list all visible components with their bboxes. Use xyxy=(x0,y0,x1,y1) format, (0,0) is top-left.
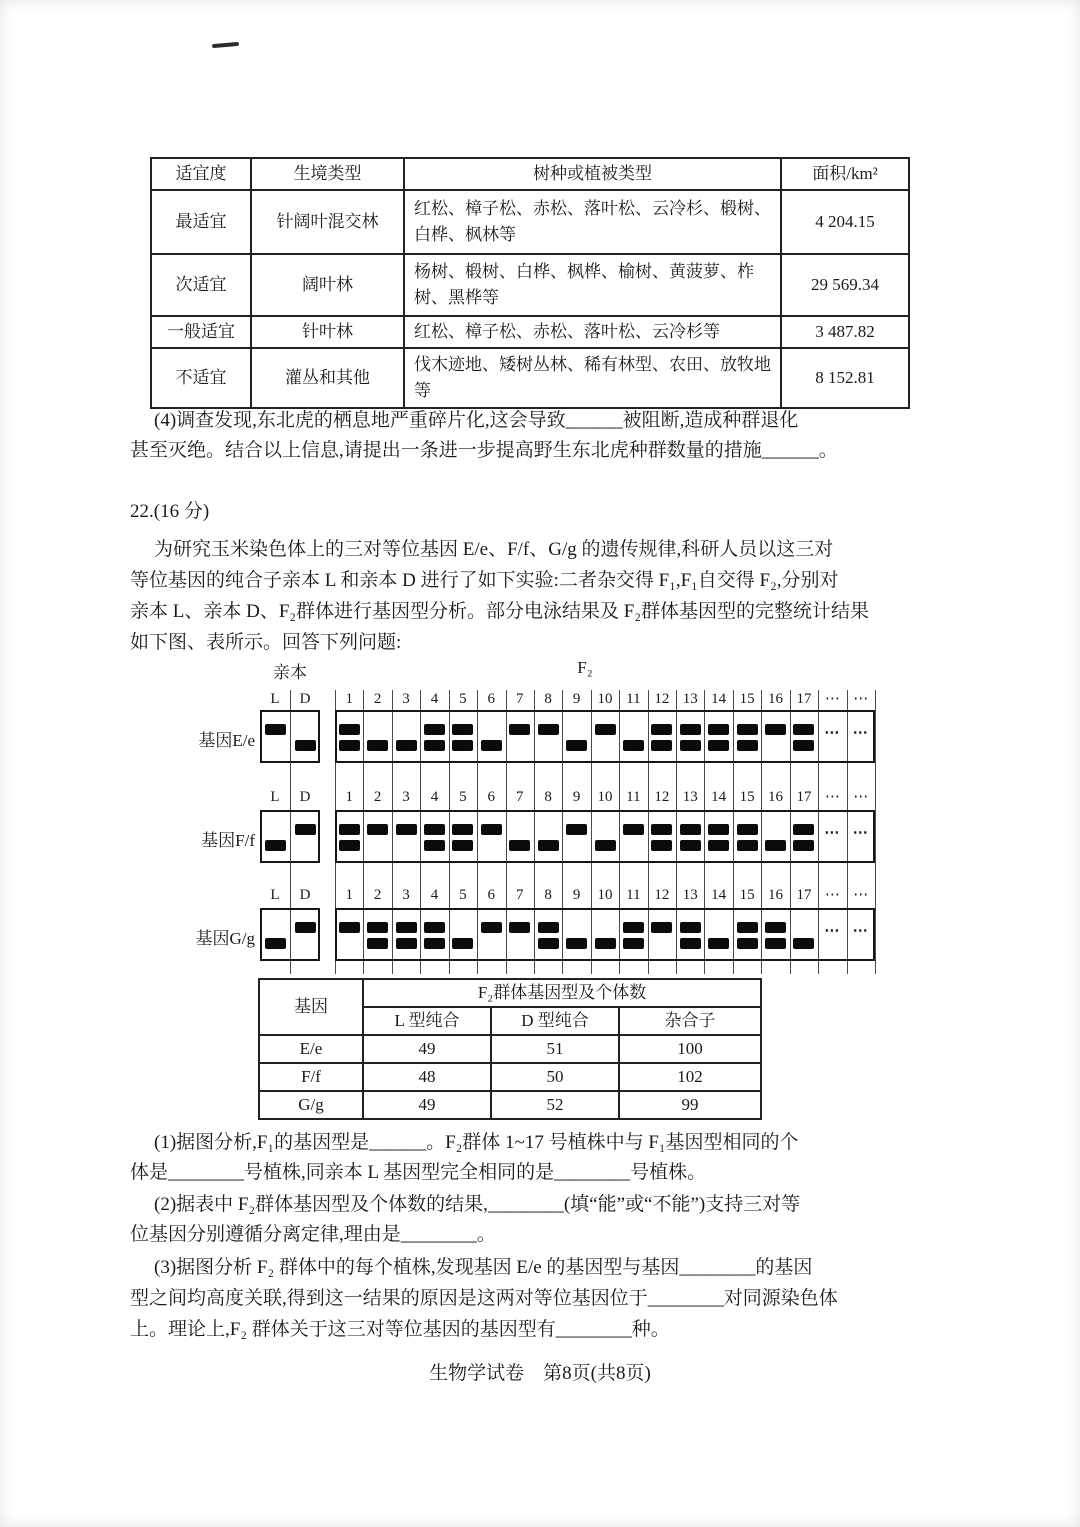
habitat-header-cell: 树种或植被类型 xyxy=(404,158,781,190)
gel-band xyxy=(765,724,786,735)
f2-lane-number: 12 xyxy=(654,887,670,903)
cell: 针阔叶混交林 xyxy=(251,190,404,254)
f2-lane-number: 8 xyxy=(544,789,552,805)
gel-band xyxy=(452,740,473,751)
f2-lane-number: ⋯ xyxy=(853,691,869,707)
f2-lane-number: 13 xyxy=(682,887,698,903)
f2-lane-number: 9 xyxy=(572,691,581,707)
gel-band xyxy=(708,724,729,735)
f2-lane-number: 3 xyxy=(402,887,410,903)
cell: 49 xyxy=(363,1035,491,1063)
f2-lane-number: 1 xyxy=(345,691,353,707)
question-line: 体是________号植株,同亲本 L 基因型完全相同的是________号植株。 xyxy=(130,1162,707,1183)
question-line: 为研究玉米染色体上的三对等位基因 E/e、F/f、G/g 的遗传规律,科研人员以这三对 xyxy=(154,539,834,560)
gel-band xyxy=(265,840,286,851)
cell: 一般适宜 xyxy=(151,316,251,348)
gel-band xyxy=(765,840,786,851)
f2-lane-number: 7 xyxy=(515,789,524,805)
cell: 阔叶林 xyxy=(251,254,404,316)
f2-lane-number: 8 xyxy=(544,691,552,707)
parents-header: 亲本 xyxy=(273,663,307,682)
gel-band xyxy=(793,740,814,751)
f2-lane-number: ⋯ xyxy=(853,887,869,903)
f2-lane-number: 12 xyxy=(654,789,670,805)
gel-band xyxy=(737,938,758,949)
gel-band xyxy=(509,840,530,851)
gel-band xyxy=(765,938,786,949)
f2-lane-number: ⋯ xyxy=(853,789,869,805)
question-line: (2)据表中 F₂群体基因型及个体数的结果,________(填“能”或“不能”)支持三对等 xyxy=(154,1194,801,1215)
question-4 xyxy=(130,406,955,466)
gel-band xyxy=(793,824,814,835)
f2-lane-number: 4 xyxy=(430,789,439,805)
cell: 50 xyxy=(491,1063,619,1091)
cell: 杂合子 xyxy=(619,1007,761,1035)
gel-dots-placeholder: ⋯ xyxy=(824,923,841,939)
f2-lane-number: 2 xyxy=(373,691,382,707)
f2-lane-number: 10 xyxy=(597,887,613,903)
f2-lane-number: 1 xyxy=(345,789,353,805)
f2-gel-box xyxy=(335,710,875,763)
f2-lane-number: 15 xyxy=(739,789,755,805)
gel-band xyxy=(737,724,758,735)
cell: 红松、樟子松、赤松、落叶松、云冷杉等 xyxy=(404,316,781,348)
f2-lane-number: 14 xyxy=(711,887,727,903)
question-line: 甚至灭绝。结合以上信息,请提出一条进一步提高野生东北虎种群数量的措施______。 xyxy=(130,440,838,461)
gel-band xyxy=(708,740,729,751)
gel-band xyxy=(396,938,417,949)
gel-band xyxy=(481,740,502,751)
f2-lane-number: 17 xyxy=(796,789,812,805)
gel-band xyxy=(396,824,417,835)
gel-band xyxy=(623,938,644,949)
gel-band xyxy=(424,724,445,735)
f2-lane-number: 8 xyxy=(544,887,552,903)
genotype-row xyxy=(259,1035,761,1063)
gel-band xyxy=(623,922,644,933)
gel-band xyxy=(339,922,360,933)
f2-gel-box xyxy=(335,908,875,961)
genotype-span-header: F₂群体基因型及个体数 xyxy=(363,979,761,1007)
gel-band xyxy=(680,724,701,735)
f2-lane-number: 14 xyxy=(711,789,727,805)
gel-band xyxy=(651,840,672,851)
genotype-table xyxy=(258,978,762,1120)
gel-dots-placeholder: ⋯ xyxy=(852,923,869,939)
gel-band xyxy=(481,824,502,835)
habitat-row xyxy=(151,190,909,254)
f2-lane-number: 17 xyxy=(796,691,812,707)
cell: 52 xyxy=(491,1091,619,1119)
genotype-row xyxy=(259,1063,761,1091)
gel-band xyxy=(538,840,559,851)
gel-band xyxy=(793,724,814,735)
f2-lane-number: 1 xyxy=(345,887,353,903)
scan-artifact-mark xyxy=(212,42,239,48)
gel-band xyxy=(452,724,473,735)
gel-band xyxy=(424,922,445,933)
gel-band xyxy=(708,840,729,851)
cell: 102 xyxy=(619,1063,761,1091)
gel-band xyxy=(737,840,758,851)
f2-lane-number: 11 xyxy=(626,887,641,903)
cell: F/f xyxy=(259,1063,363,1091)
gel-band xyxy=(339,740,360,751)
parent-lane-number: L xyxy=(270,789,280,805)
cell: G/g xyxy=(259,1091,363,1119)
f2-lane-number: 13 xyxy=(682,789,698,805)
f2-lane-number: 16 xyxy=(768,691,784,707)
f2-lane-number: 7 xyxy=(515,691,524,707)
gel-band xyxy=(651,724,672,735)
cell: 4 204.15 xyxy=(781,190,909,254)
habitat-header-cell: 适宜度 xyxy=(151,158,251,190)
f2-lane-number: 15 xyxy=(739,887,755,903)
gel-band xyxy=(509,724,530,735)
gel-band xyxy=(339,840,360,851)
f2-lane-number: 9 xyxy=(572,789,581,805)
cell: 次适宜 xyxy=(151,254,251,316)
cell: 51 xyxy=(491,1035,619,1063)
cell: 48 xyxy=(363,1063,491,1091)
gel-band xyxy=(396,922,417,933)
habitat-header-cell: 生境类型 xyxy=(251,158,404,190)
f2-lane-number: 9 xyxy=(572,887,581,903)
gel-band xyxy=(452,840,473,851)
gel-band xyxy=(339,824,360,835)
f2-lane-number: 14 xyxy=(711,691,727,707)
cell: 不适宜 xyxy=(151,348,251,408)
parent-lane-number: L xyxy=(270,691,280,707)
f2-lane-number: 10 xyxy=(597,789,613,805)
gel-band xyxy=(481,922,502,933)
lane-separator-line xyxy=(875,690,876,974)
f2-lane-number: ⋯ xyxy=(824,789,840,805)
habitat-table xyxy=(150,157,910,409)
electrophoresis-diagram xyxy=(150,652,890,987)
gel-band xyxy=(452,824,473,835)
gel-row-label: 基因E/e xyxy=(198,731,255,750)
question-line: 型之间均高度关联,得到这一结果的原因是这两对等位基因位于________对同源染色体 xyxy=(130,1288,838,1309)
f2-lane-number: 7 xyxy=(515,887,524,903)
gel-band xyxy=(265,724,286,735)
gel-band xyxy=(367,922,388,933)
gel-band xyxy=(708,938,729,949)
f2-lane-number: 5 xyxy=(459,887,467,903)
gel-band xyxy=(737,740,758,751)
gel-band xyxy=(538,724,559,735)
f2-lane-number: 3 xyxy=(402,691,410,707)
f2-lane-number: 4 xyxy=(430,887,439,903)
f2-lane-number: 12 xyxy=(654,691,670,707)
f2-lane-number: 3 xyxy=(402,789,410,805)
gel-band xyxy=(651,740,672,751)
cell: 29 569.34 xyxy=(781,254,909,316)
f2-lane-number: ⋯ xyxy=(824,887,840,903)
f2-lane-number: 2 xyxy=(373,789,382,805)
habitat-row xyxy=(151,254,909,316)
f2-lane-number: 13 xyxy=(682,691,698,707)
gel-band xyxy=(651,922,672,933)
gel-band xyxy=(680,840,701,851)
gel-band xyxy=(680,824,701,835)
parent-gel-box xyxy=(260,810,320,863)
gel-dots-placeholder: ⋯ xyxy=(824,725,841,741)
page-footer: 生物学试卷 第8页(共8页) xyxy=(429,1363,651,1384)
gel-band xyxy=(765,922,786,933)
cell: 最适宜 xyxy=(151,190,251,254)
gel-row-label: 基因G/g xyxy=(195,929,255,948)
gel-band xyxy=(566,740,587,751)
question-line: 等位基因的纯合子亲本 L 和亲本 D 进行了如下实验:二者杂交得 F₁,F₁自交得 F₂,分别对 xyxy=(130,570,839,591)
gel-band xyxy=(396,740,417,751)
gel-band xyxy=(737,824,758,835)
parent-lane-number: D xyxy=(299,789,311,805)
gel-band xyxy=(424,938,445,949)
gel-band xyxy=(538,938,559,949)
gel-row-label: 基因F/f xyxy=(201,831,255,850)
question-22-3 xyxy=(130,1252,955,1345)
cell: 49 xyxy=(363,1091,491,1119)
gel-band xyxy=(680,740,701,751)
gel-dots-placeholder: ⋯ xyxy=(824,825,841,841)
cell: E/e xyxy=(259,1035,363,1063)
gel-band xyxy=(566,938,587,949)
gel-band xyxy=(595,724,616,735)
parent-gel-box xyxy=(260,908,320,961)
gel-band xyxy=(595,938,616,949)
cell: 3 487.82 xyxy=(781,316,909,348)
gel-band xyxy=(339,724,360,735)
parent-lane-number: L xyxy=(270,887,280,903)
f2-lane-number: ⋯ xyxy=(824,691,840,707)
cell: 针叶林 xyxy=(251,316,404,348)
gel-band xyxy=(424,840,445,851)
f2-gel-box xyxy=(335,810,875,863)
question-line: 上。理论上,F₂ 群体关于这三对等位基因的基因型有________种。 xyxy=(130,1319,670,1340)
f2-lane-number: 15 xyxy=(739,691,755,707)
f2-lane-number: 11 xyxy=(626,789,641,805)
habitat-header-row xyxy=(151,158,909,190)
gel-band xyxy=(793,938,814,949)
cell: 100 xyxy=(619,1035,761,1063)
question-line: (1)据图分析,F₁的基因型是______。F₂群体 1~17 号植株中与 F₁基因型相同的个 xyxy=(154,1132,799,1153)
f2-lane-number: 6 xyxy=(487,691,496,707)
gel-band xyxy=(566,824,587,835)
habitat-row xyxy=(151,348,909,408)
f2-lane-number: 6 xyxy=(487,887,496,903)
f2-lane-number: 17 xyxy=(796,887,812,903)
f2-header: F₂ xyxy=(577,658,593,677)
f2-lane-number: 2 xyxy=(373,887,382,903)
genotype-row xyxy=(259,1091,761,1119)
habitat-row xyxy=(151,316,909,348)
gel-band xyxy=(367,824,388,835)
cell: 8 152.81 xyxy=(781,348,909,408)
question-line: 亲本 L、亲本 D、F₂群体进行基因型分析。部分电泳结果及 F₂群体基因型的完整统计结果 xyxy=(130,601,869,622)
gel-band xyxy=(509,922,530,933)
cell: 99 xyxy=(619,1091,761,1119)
gel-band xyxy=(424,824,445,835)
gel-band xyxy=(295,824,316,835)
question-line: (4)调查发现,东北虎的栖息地严重碎片化,这会导致______被阻断,造成种群退化 xyxy=(154,410,799,431)
gel-band xyxy=(595,840,616,851)
gel-dots-placeholder: ⋯ xyxy=(852,825,869,841)
f2-lane-number: 10 xyxy=(597,691,613,707)
gel-band xyxy=(737,922,758,933)
cell: 灌丛和其他 xyxy=(251,348,404,408)
gel-band xyxy=(708,824,729,835)
gel-band xyxy=(452,938,473,949)
habitat-header-cell: 面积/km² xyxy=(781,158,909,190)
gel-band xyxy=(295,922,316,933)
f2-lane-number: 4 xyxy=(430,691,439,707)
genotype-corner-cell: 基因 xyxy=(259,979,363,1035)
cell: L 型纯合 xyxy=(363,1007,491,1035)
f2-lane-number: 6 xyxy=(487,789,496,805)
parent-lane-number: D xyxy=(299,691,311,707)
f2-lane-number: 11 xyxy=(626,691,641,707)
gel-band xyxy=(651,824,672,835)
parent-lane-number: D xyxy=(299,887,311,903)
gel-band xyxy=(623,740,644,751)
gel-band xyxy=(424,740,445,751)
cell: D 型纯合 xyxy=(491,1007,619,1035)
gel-band xyxy=(367,740,388,751)
genotype-header-row xyxy=(259,979,761,1007)
gel-band xyxy=(793,840,814,851)
gel-band xyxy=(680,922,701,933)
parent-gel-box xyxy=(260,710,320,763)
cell: 杨树、椴树、白桦、枫桦、榆树、黄菠萝、柞树、黑桦等 xyxy=(404,254,781,316)
question-22-1 xyxy=(130,1128,955,1188)
f2-lane-number: 5 xyxy=(459,691,467,707)
gel-band xyxy=(538,922,559,933)
cell: 伐木迹地、矮树丛林、稀有林型、农田、放牧地等 xyxy=(404,348,781,408)
cell: 红松、樟子松、赤松、落叶松、云冷杉、椴树、白桦、枫林等 xyxy=(404,190,781,254)
f2-lane-number: 16 xyxy=(768,789,784,805)
f2-lane-number: 16 xyxy=(768,887,784,903)
question-22-intro xyxy=(130,534,955,658)
question-22-2 xyxy=(130,1190,955,1250)
gel-dots-placeholder: ⋯ xyxy=(852,725,869,741)
gel-band xyxy=(623,824,644,835)
gel-band xyxy=(265,938,286,949)
question-line: 位基因分别遵循分离定律,理由是________。 xyxy=(130,1224,496,1245)
gel-band xyxy=(367,938,388,949)
question-line: 如下图、表所示。回答下列问题: xyxy=(130,632,402,653)
question-22-number: 22.(16 分) xyxy=(130,501,210,522)
f2-lane-number: 5 xyxy=(459,789,467,805)
gel-band xyxy=(680,938,701,949)
question-line: (3)据图分析 F₂ 群体中的每个植株,发现基因 E/e 的基因型与基因________的基因 xyxy=(154,1257,813,1278)
gel-band xyxy=(295,740,316,751)
